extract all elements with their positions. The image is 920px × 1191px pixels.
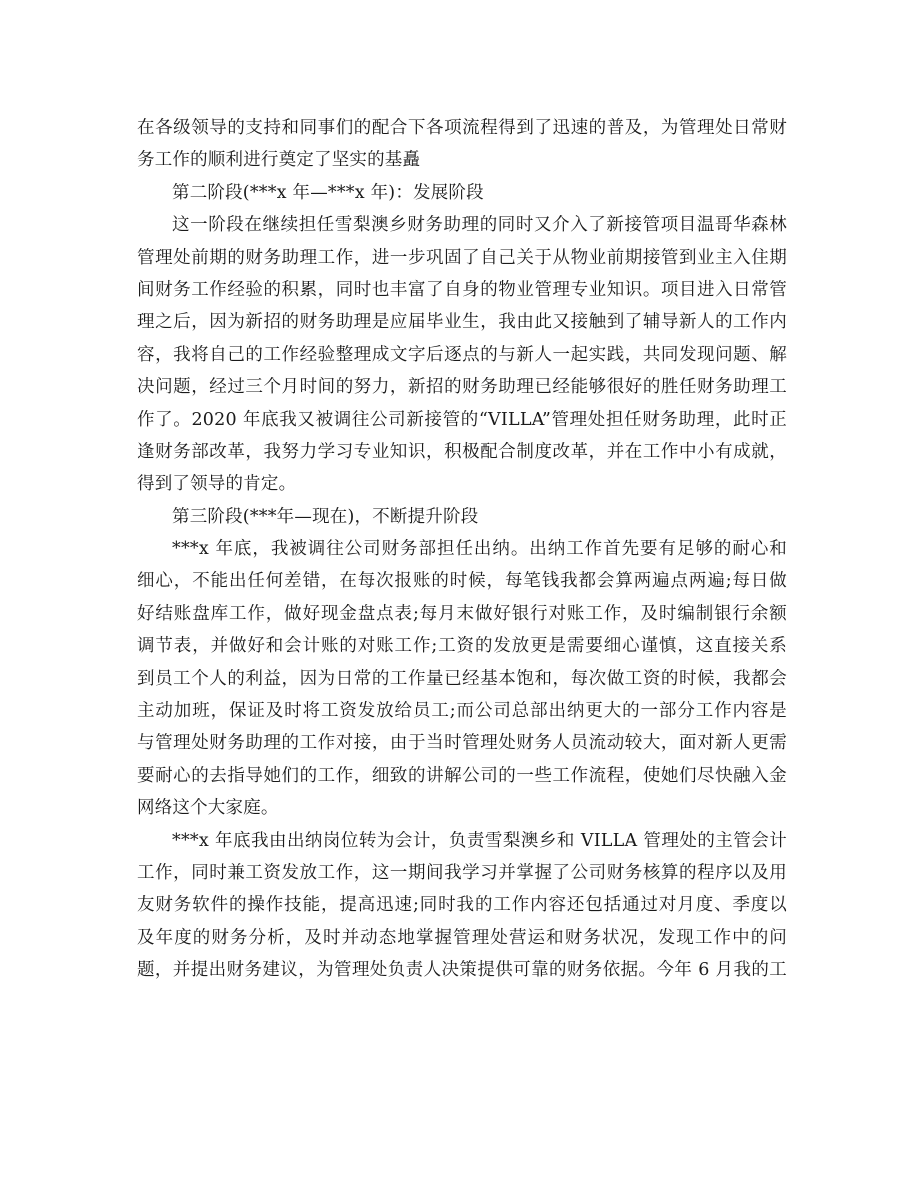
- text-line: 网络这个大家庭。: [137, 798, 279, 819]
- text-line: 调节表，并做好和会计账的对账工作;工资的发放更是需要细心谨慎，这直接关系: [137, 636, 787, 657]
- text-line: 细心，不能出任何差错，在每次报账的时候，每笔钱我都会算两遍点两遍;每日做: [137, 571, 787, 592]
- text-line: 容，我将自己的工作经验整理成文字后逐点的与新人一起实践，共同发现问题、解: [137, 344, 787, 365]
- text-line: 题，并提出财务建议，为管理处负责人决策提供可靠的财务依据。今年 6 月我的工: [137, 960, 787, 981]
- text-line: 管理处前期的财务助理工作，进一步巩固了自己关于从物业前期接管到业主入住期: [137, 247, 787, 268]
- text-line: 作了。2020 年底我又被调往公司新接管的“VILLA”管理处担任财务助理，此时正: [137, 409, 787, 430]
- text-line: 得到了领导的肯定。: [137, 474, 297, 495]
- text-line: 及年度的财务分析，及时并动态地掌握管理处营运和财务状况，发现工作中的问: [137, 927, 787, 948]
- text-line: 友财务软件的操作技能，提高迅速;同时我的工作内容还包括通过对月度、季度以: [137, 895, 787, 916]
- text-line: 逢财务部改革，我努力学习专业知识，积极配合制度改革，并在工作中小有成就，: [137, 441, 787, 462]
- text-line: ***x 年底，我被调往公司财务部担任出纳。出纳工作首先要有足够的耐心和: [172, 539, 787, 560]
- text-line: 第三阶段(***年—现在)，不断提升阶段: [172, 506, 479, 527]
- document-body: [137, 112, 787, 987]
- text-line: 理之后，因为新招的财务助理是应届毕业生，我由此又接触到了辅导新人的工作内: [137, 312, 787, 333]
- text-line: 工作，同时兼工资发放工作，这一期间我学习并掌握了公司财务核算的程序以及用: [137, 862, 787, 883]
- text-line: 在各级领导的支持和同事们的配合下各项流程得到了迅速的普及，为管理处日常财: [137, 118, 787, 138]
- text-line: 这一阶段在继续担任雪梨澳乡财务助理的同时又介入了新接管项目温哥华森林: [172, 215, 787, 236]
- text-line: 主动加班，保证及时将工资发放给员工;而公司总部出纳更大的一部分工作内容是: [137, 701, 787, 722]
- text-line: 与管理处财务助理的工作对接，由于当时管理处财务人员流动较大，面对新人更需: [137, 733, 787, 754]
- text-line: ***x 年底我由出纳岗位转为会计，负责雪梨澳乡和 VILLA 管理处的主管会计: [172, 830, 787, 851]
- text-line: 到员工个人的利益，因为日常的工作量已经基本饱和，每次做工资的时候，我都会: [137, 668, 787, 689]
- text-line: 第二阶段(***x 年—***x 年)：发展阶段: [172, 182, 484, 203]
- text-line: 要耐心的去指导她们的工作，细致的讲解公司的一些工作流程，使她们尽快融入金: [137, 765, 787, 786]
- text-line: 好结账盘库工作，做好现金盘点表;每月末做好银行对账工作，及时编制银行余额: [137, 603, 787, 624]
- text-line: 间财务工作经验的积累，同时也丰富了自身的物业管理专业知识。项目进入日常管: [137, 279, 787, 300]
- text-line: 决问题，经过三个月时间的努力，新招的财务助理已经能够很好的胜任财务助理工: [137, 377, 787, 398]
- text-line: 务工作的顺利进行奠定了坚实的基矗: [137, 150, 421, 171]
